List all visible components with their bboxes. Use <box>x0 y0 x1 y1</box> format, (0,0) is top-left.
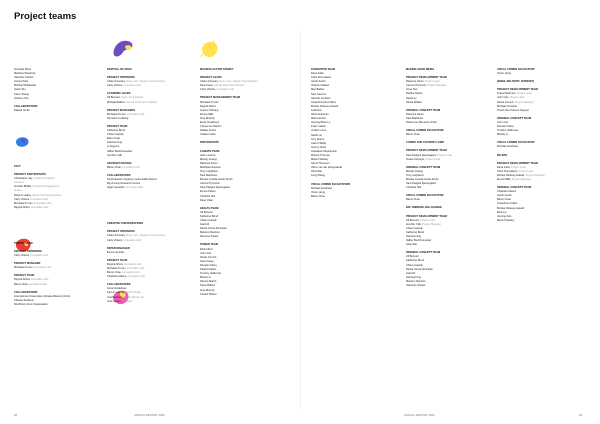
credit-role: Innovation Hub <box>30 254 49 258</box>
credit-text: Emily Givelinson <box>200 121 220 125</box>
credit-text: Carly Vickers, <box>107 238 124 242</box>
credit-text: Mariann Ramirez <box>200 231 220 235</box>
credit-role: Innovation Hub <box>123 84 142 88</box>
credit-name <box>497 219 575 223</box>
credit-text: Amy Munro <box>311 137 325 141</box>
credit-text: Jacob Austin <box>311 80 326 84</box>
credit-role: Innovation Hub <box>127 275 146 279</box>
credit-text: Emma Mills <box>200 112 214 116</box>
credit-role: Project Manager <box>525 173 545 177</box>
credit-role: Innovation Hub <box>125 186 143 190</box>
credit-text: Jayning Dan <box>497 214 512 218</box>
credit-text: Carly Vickers, <box>14 254 31 258</box>
credit-text: Rina Lin <box>497 210 507 214</box>
credit-text: CREATIVE CONVERSATIONS <box>107 222 144 226</box>
credit-text: Anastasia Stephenson <box>311 149 337 153</box>
credit-text: Nicole Walker <box>406 100 422 104</box>
credit-text: PROJECT MANAGERS <box>107 108 136 112</box>
credit-text: COLLABORATORS <box>107 283 131 287</box>
credit-text: PROJECT DEVELOPMENT TEAM <box>497 161 538 165</box>
credit-text: Chloe Cassidy <box>200 219 217 222</box>
credit-role: Dean, Art & Design <box>121 96 144 100</box>
credit-text: Rebecca Dixon <box>406 112 424 116</box>
credit-role: Research Engagement <box>32 185 60 189</box>
credit-role: Project Lead <box>425 80 440 84</box>
credit-text: COLLABORATORS <box>107 173 131 177</box>
credit-text: ORIGINAL CONCEPT TEAM <box>406 108 441 112</box>
credit-text: Robert Luetley, <box>14 193 33 197</box>
credit-text: Dakota Smith <box>14 108 30 112</box>
credit-text: Charlotte Adams, <box>107 275 128 279</box>
credit-text: Baron Chau <box>406 133 420 137</box>
credit-text: Mitchell Whitehead <box>14 84 36 88</box>
credit-text: Michaela Turner <box>200 100 219 104</box>
credit-text: MASSIVE ACTION STOREY <box>200 68 234 71</box>
credit-text: Gail Henning <box>406 235 421 238</box>
credit-text: Jason Wu <box>14 88 26 92</box>
credit-text: Baron Chau, <box>14 282 30 286</box>
credit-text: Daniel Ly <box>406 96 417 100</box>
spacer <box>14 210 92 242</box>
credit-text: Jennifer Yalk <box>107 153 122 157</box>
credit-role: Innovation Hub <box>31 278 49 282</box>
credit-role: Project Lead <box>437 153 452 157</box>
credit-text: Nicole Crouch, <box>497 100 515 104</box>
credit-text: TACT <box>14 164 21 168</box>
credit-text: Sarah Lin <box>311 133 323 137</box>
credit-text: Jane Lorenzo <box>200 153 216 157</box>
credit-text: PROJECT SPONSORS <box>107 76 135 80</box>
credit-role: Project Manager <box>422 222 442 226</box>
credit-text: Michael Balfour, <box>107 100 127 104</box>
credit-text: Timothy Heffernan <box>497 129 519 133</box>
credit-text: Tony Leighland <box>406 173 424 177</box>
credit-text: Brooke Delaney-Hatsell, <box>497 173 526 177</box>
credit-text: Michael Goodman <box>497 145 519 149</box>
credit-text: Claire Annesley, <box>107 80 127 84</box>
credit-text: Josephine Del Collins <box>311 100 336 104</box>
credit-text: MAKING GOOD MEDIA <box>406 68 435 71</box>
credit-text: Ramona Tristan <box>200 235 219 239</box>
credit-text: Melody Li <box>497 133 509 137</box>
credit-text: International Universities Climate Alliance (IUCA) <box>14 294 71 298</box>
credit-role: Future Minds Lab <box>123 295 144 299</box>
credit-text: PROJECT DEVELOPMENT TEAM <box>406 214 447 218</box>
credit-text: Tony Leighland <box>200 169 218 173</box>
credit-text: Valber Buchheimester <box>406 239 432 243</box>
credit-text: Jill Bennett <box>406 255 419 259</box>
credit-text: Joel Pearson, <box>107 295 124 299</box>
credit-role: Project Lead <box>425 157 441 161</box>
credit-text: Damian Fahey <box>200 263 217 267</box>
credit-name <box>14 303 92 307</box>
credit-text: Maria Thaddey <box>497 218 515 222</box>
credit-text: Michaela Turner, <box>14 201 34 205</box>
credit-role: Project Lead <box>509 96 525 100</box>
credit-text: ACADEMIC LEADS <box>107 92 131 96</box>
credit-role: Innovation Hub <box>33 201 52 205</box>
credit-text: Thanh-Van Petrone Nguyen <box>497 108 530 112</box>
credit-text: TRANSITION TEAM <box>311 68 335 71</box>
credit-role: School of the Arts & Media <box>126 100 157 104</box>
credit-text: Alina Wei <box>406 243 417 247</box>
credit-text: Gail Henning <box>406 275 421 279</box>
page-number-right: 29 <box>579 413 583 417</box>
credit-role: Project Lead <box>518 169 534 173</box>
yellow-blob-icon <box>200 40 220 60</box>
credit-text: COLLABORATORS <box>14 104 38 108</box>
credit-text: Jennifer Biddle, <box>14 185 33 189</box>
credit-text: Mark Hocher <box>311 117 326 121</box>
credit-role: Project Lead <box>517 92 532 96</box>
credit-text: Claire Annesley, <box>107 234 127 238</box>
credit-role: Academic Support <box>33 177 55 181</box>
credit-text: Jana Casey <box>200 259 214 263</box>
credit-name <box>406 284 484 288</box>
credit-text: VISUAL COMMS FACILITATORS <box>311 182 351 186</box>
page-title: Project teams <box>14 11 77 22</box>
credit-text: Baron Chau, <box>107 271 123 275</box>
credit-text: Regina Alford, <box>14 205 32 209</box>
credit-text: Regina Alford <box>200 104 216 108</box>
credit-text: COLLABORATORS <box>14 290 38 294</box>
credit-text: Colleen Nash <box>200 133 216 137</box>
credit-text: ORIGINAL CONCEPT TEAM <box>406 251 441 255</box>
credit-text: Timothy Heffernan <box>200 272 222 276</box>
credit-text: Carmel O'Connor <box>200 182 221 186</box>
credit-text: Katherine Bond <box>200 214 218 218</box>
credit-role: Innovation Hub <box>30 197 49 201</box>
credit-text: Karen Zhang <box>14 92 29 96</box>
credit-text: Sara Padgett Kjaersgaard, <box>406 153 438 157</box>
credit-text: Max Barber <box>311 88 325 92</box>
credit-text: PROJECT MANAGER <box>14 262 41 266</box>
credit-text: Virginie Gabard <box>311 84 329 88</box>
credit-role: Innovation Hub <box>123 238 142 242</box>
credit-text: Brooke Delaney-Hatsell <box>497 206 525 210</box>
credit-text: (EMAIL DELIVERY: OVERSET) <box>497 80 535 84</box>
credit-text: John Carr <box>497 120 509 124</box>
credit-text: Emma Peters <box>200 190 216 194</box>
credit-role: Designer <box>122 299 133 303</box>
credit-text: Dean Utian <box>200 198 213 202</box>
credit-role: Impact <box>14 189 22 193</box>
credit-role: Dean, Arts, Design & Architecture <box>219 80 258 84</box>
credit-text: Hamd Thomsen <box>311 162 330 166</box>
credit-text: Jill Bennett <box>200 210 213 214</box>
credit-text: Tiana Milford <box>200 284 215 288</box>
credit-role: Project Manager <box>511 177 531 181</box>
credit-text: Brooke Delaney-Hatsell <box>311 104 339 108</box>
credit-text: Nicole Crouch <box>200 255 217 259</box>
column-4 <box>311 68 389 199</box>
credit-text: PROJECT SPONSORS <box>107 230 135 234</box>
credit-text: Matthias Heissner <box>200 165 221 169</box>
credit-text: Chris Kirk-Adams, <box>497 169 519 173</box>
credit-text: PROJECT LEADS <box>200 76 222 80</box>
credit-text: Emma Mills, <box>497 177 512 181</box>
credit-text: Carly Vickers, <box>200 88 217 92</box>
credit-text: PROJECT DEVELOPMENT TEAM <box>406 76 447 80</box>
credit-text: ORIGINAL CONCEPT TEAM <box>497 186 532 190</box>
credit-text: Vivien Hong <box>497 72 511 76</box>
credit-text: Nicola Ciccia Donnelan <box>406 267 433 271</box>
column-2 <box>107 68 185 304</box>
credit-text: VISUAL COMMS FACILITATOR <box>406 194 444 198</box>
credit-role: Dean, Arts, Design & Architecture <box>126 234 165 238</box>
credit-text: Anushka Moss <box>14 68 32 71</box>
credit-role: Faculty Executive Director <box>213 84 245 88</box>
credit-text: BIG THINKING, BIG CHANGE <box>406 206 442 210</box>
credit-text: South Eastern Sydney Local Health District <box>107 177 157 181</box>
credit-text: RE-SITE <box>497 153 508 157</box>
credit-text: Michaela Turner, <box>14 266 34 270</box>
credit-text: Demetrio Lindberg <box>107 116 129 120</box>
credit-text: Leng Zhang <box>311 174 325 178</box>
credit-text: Valber Buchheimester <box>107 149 133 153</box>
credit-text: Baron Chau <box>311 194 325 198</box>
credit-text: Rebecca Dixon <box>200 161 218 165</box>
credit-text: Katherine Bond <box>406 259 424 263</box>
credit-role: Innovation Hub <box>124 262 142 266</box>
credit-text: Deirdre Martin <box>406 92 423 96</box>
credit-text: Melody Huang <box>406 169 423 173</box>
credit-text: ORIGINAL CONCEPT TEAM <box>406 165 441 169</box>
spacer <box>14 113 92 165</box>
credit-role: Innovation Hub <box>29 282 47 286</box>
credit-text: Katherine Bond <box>107 129 125 133</box>
credit-text: Tess Murphy <box>200 288 215 292</box>
credit-text: Tessa Carnegie, <box>406 157 426 161</box>
credit-text: Emma Jennifer <box>107 250 125 254</box>
credit-text: Rhema Tintorea <box>311 153 330 157</box>
credit-text: Michaela Turner, <box>107 267 127 270</box>
credit-text: PROJECT TEAM <box>107 124 128 128</box>
credit-role: Fourth Studio <box>125 291 141 295</box>
credit-text: Paul Matthews <box>200 174 218 178</box>
credit-text: PROJECT PARTICIPANTS <box>14 173 46 177</box>
credit-text: Nigel Lanesbis, <box>107 186 126 190</box>
credit-text: FESTIVAL OF SDGS <box>107 68 132 71</box>
credit-role: Innovation Hub <box>126 112 145 116</box>
credit-role: Services <box>14 181 24 185</box>
credit-text: Matthew Woodrow <box>14 72 36 76</box>
credit-text: Katherine Bond <box>406 230 424 234</box>
credit-text: CARING FOR COUNTRY LEWP <box>406 141 445 145</box>
credit-text: ORIGINAL CONCEPT TEAM <box>497 116 532 120</box>
credit-text: Robin-Lee McLaurin-Smith <box>406 121 437 125</box>
footer-label-left: ANNUAL REPORT 2020 <box>134 413 165 417</box>
column-1 <box>14 68 92 307</box>
credit-text: Cheyenne Clanton <box>200 125 222 129</box>
credit-text: Sara Padgett Kjaersgaard <box>200 186 230 190</box>
credit-text: Big Anxiety Research Centre <box>107 182 141 186</box>
credit-text: Valentine Sholes <box>406 284 426 288</box>
credit-text: Regina Alford, <box>14 278 32 282</box>
credit-text: Ellen Coyle <box>107 137 121 141</box>
credit-text: Melody Huang <box>200 157 217 161</box>
credit-text: POETRY SLAM <box>14 241 33 245</box>
credit-text: Leah Eco <box>311 108 322 112</box>
credit-text: POWER TEAM <box>200 243 218 247</box>
credit-text: GRAPHICS DESIGN <box>107 161 132 165</box>
credit-text: Maria Thaddey <box>311 158 329 162</box>
credit-text: CLIMATE TEAM <box>200 149 220 153</box>
credit-text: Carly Vickers, <box>107 84 124 88</box>
credit-text: Alina Wei <box>311 170 322 174</box>
credit-text: Dena Jellis <box>311 72 324 76</box>
credit-text: Chanel Wilson <box>200 292 217 296</box>
credit-name <box>311 195 389 199</box>
credit-text: Jane Moore, <box>107 299 123 303</box>
credit-role: Senior Software Engineer <box>32 193 62 197</box>
credit-role: Innovation Hub <box>122 165 140 169</box>
credit-text: Nicola Ciccia Donnelan <box>200 227 227 231</box>
credit-text: Chloe Cassidy <box>107 133 124 137</box>
credit-text: Tessa Whitmore, <box>497 92 518 96</box>
credit-text: Regina Alford, <box>107 262 125 266</box>
credit-text: John Carr <box>200 251 212 255</box>
credit-role: Project Lead <box>511 165 526 169</box>
credit-text: Damon Marsh <box>200 280 217 284</box>
credit-role: Project Manager <box>514 100 534 104</box>
credit-text: Jill Bennett, <box>107 96 122 100</box>
credit-text: Christina Silk <box>200 194 216 198</box>
credit-text: Focal Guidelines <box>107 287 127 291</box>
credit-text: PROJECT MANAGEMENT TEAM <box>200 96 240 100</box>
credit-role: Innovation Hub <box>33 266 52 270</box>
credit-name <box>200 293 278 297</box>
credit-text: Carmel O'Connor, <box>406 84 428 88</box>
credit-text: Anthony Zini <box>14 96 29 100</box>
credit-text: Baron Chau <box>497 198 511 202</box>
credit-text: Pyah Lawton <box>311 125 326 129</box>
credit-text: David Gow, <box>200 84 214 88</box>
credit-text: PROJECT TEAM <box>14 274 35 278</box>
credit-text: Rebecca Dixon, <box>406 80 426 84</box>
credit-text: Dena Jellis, <box>497 165 512 169</box>
column-6 <box>497 68 575 223</box>
page-number-left: 28 <box>14 413 18 417</box>
credit-role: Innovation Hub <box>122 271 140 275</box>
credit-text: Sam Cannon <box>311 92 327 96</box>
credit-text: Valentine Sholes <box>14 76 34 80</box>
credit-text: Michael Goodman <box>311 186 333 190</box>
credit-text: Chris Kirk-Adams <box>311 76 332 80</box>
credit-text: Sara Padgett Kjaersgaard <box>406 182 436 186</box>
credit-text: Baron Chau <box>406 198 420 202</box>
credit-text: Oliver van der Hoogvaarde <box>311 166 342 170</box>
credit-text: Brooke Louella Jacob-Smith <box>406 177 439 181</box>
credit-text: James Pelot <box>14 80 29 84</box>
credit-text: Carly Vickers, <box>14 197 31 201</box>
credit-role: Innovation Hub <box>216 88 235 92</box>
credit-role: Project Lead <box>420 218 435 222</box>
credit-text: Gail Henning <box>107 141 122 145</box>
credit-text: Chloe Cassidy <box>406 226 423 230</box>
credit-text: Jayning Brian Lu <box>311 121 331 125</box>
credit-text: Climate Students <box>14 298 34 302</box>
credit-text: Paul Matthews <box>406 116 424 120</box>
credit-text: VISUAL COMMS FACILITATOR <box>497 141 535 145</box>
credit-text: PROJECT SPONSORS <box>14 249 42 253</box>
credit-text: PROJECT DEVELOPMENT TEAM <box>497 88 538 92</box>
credit-text: Michaela Turner, <box>107 112 127 116</box>
credit-text: Baron Chau, <box>107 165 123 169</box>
credit-text: John Carr, <box>497 96 510 100</box>
footer-label-right: ANNUAL REPORT 2020 <box>404 413 435 417</box>
credit-text: Michael Crowther <box>497 104 518 108</box>
credit-text: PARTICIPANTS <box>200 141 219 145</box>
credit-text: Gail Hill <box>406 271 415 275</box>
credit-text: Tess Murphy <box>200 116 215 120</box>
credit-text: PAPER MANAGER <box>107 246 130 250</box>
credit-text: Anna Tsei <box>406 88 418 92</box>
column-3 <box>200 68 278 297</box>
credit-role: Innovation Hub <box>31 205 49 209</box>
purple-blob-icon <box>111 40 135 58</box>
credit-text: Ly Nguyen <box>107 145 120 149</box>
credit-text: Kai Lin Leiking, <box>107 291 126 295</box>
credit-text: Mariann Ramirez <box>406 279 426 283</box>
credit-text: Charlotte Adams <box>497 190 517 194</box>
credit-text: Claire Annesley, <box>200 80 220 84</box>
credit-name <box>107 300 185 304</box>
page-spread-divider <box>300 30 301 410</box>
credit-text: Jacob Austin <box>497 194 512 198</box>
credit-text: PROJECT DEVELOPMENT TEAM <box>406 149 447 153</box>
credit-text: Paula Fowkes <box>200 268 217 272</box>
credit-text: Hannah Coulhon <box>311 96 331 100</box>
spacer <box>107 190 185 222</box>
credit-text: HEALTH TEAM <box>200 206 219 210</box>
credit-text: Vivien Hong <box>311 190 325 194</box>
credit-text: VISUAL COMMS FACILITATOR <box>497 68 535 71</box>
credit-role: Project Manager <box>427 84 447 88</box>
credit-text: VISUAL COMMS FACILITATOR <box>406 129 444 133</box>
column-5 <box>406 68 484 288</box>
credit-text: Jordan Lome <box>311 129 327 133</box>
credit-text: Joanne Chhang <box>200 108 219 112</box>
credit-text: NorthForty Zero Organisation <box>14 302 48 306</box>
credit-text: Josephine Collins <box>497 202 518 206</box>
credit-text: Chloe Cassidy <box>406 263 423 267</box>
credit-text: Brooke Louella Jacob-Smith <box>200 178 233 182</box>
credit-text: Christopher Jay, <box>14 177 34 181</box>
credit-text: Olivia Holdman <box>311 113 329 117</box>
credit-text: Gail Hill <box>200 223 209 227</box>
credit-role: Innovation Hub <box>126 267 145 270</box>
credit-text: Melody Li <box>200 276 212 280</box>
credit-text: Natalie Fenux <box>200 129 217 133</box>
credit-text: Jeremy Ross <box>311 145 327 149</box>
credit-text: Ethan Bent <box>200 247 213 251</box>
credit-text: Cara O'Reilly <box>311 141 327 145</box>
credit-role: Dean, Arts, Design & Architecture <box>126 80 165 84</box>
credit-text: Damian Fahey <box>497 125 514 129</box>
credit-text: Jill Bennett, <box>406 218 421 222</box>
credit-text: PROJECT TEAM <box>107 258 128 262</box>
credit-text: Christina Silk <box>406 186 422 190</box>
credit-text: Jennifer Yalk, <box>406 222 423 226</box>
